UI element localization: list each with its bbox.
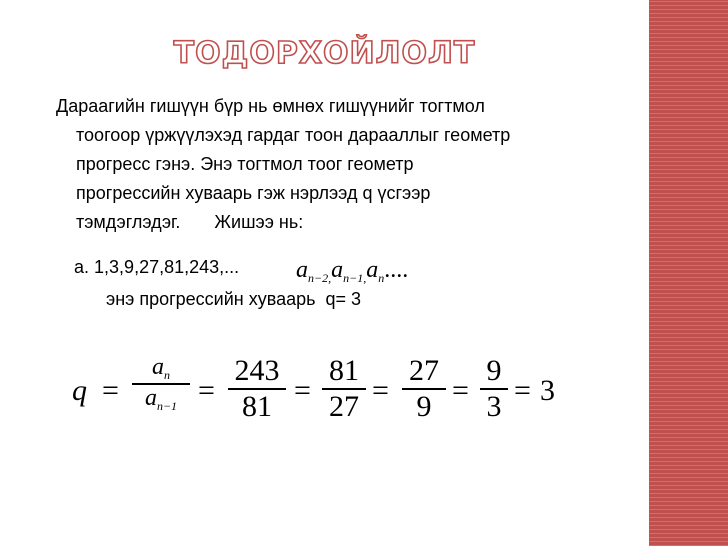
term-sub-2: n−1, xyxy=(343,271,367,285)
ratio-line xyxy=(96,268,361,310)
formula-eq-1: = xyxy=(102,374,119,407)
formula-q: q xyxy=(72,374,87,407)
slide-title: ТОДОРХОЙЛОЛТ xyxy=(173,36,476,71)
definition-line-1: Дараагийн гишүүн бүр нь өмнөх гишүүнийг тогтмол xyxy=(56,96,485,116)
fraction-1-numerator xyxy=(132,354,190,383)
example-label: Жишээ нь: xyxy=(214,212,304,232)
example-sequence: a. 1,3,9,27,81,243,... xyxy=(74,257,240,277)
fraction-3-denominator: 27 xyxy=(329,390,359,423)
fraction-3-numerator: 81 xyxy=(329,354,359,387)
formula-eq-5: = xyxy=(452,374,469,407)
formula-eq-4: = xyxy=(372,374,389,407)
definition-line-4: прогрессийн хуваарь гэж нэрлээд q үсгээр xyxy=(76,183,431,203)
term-sub-1: n−2, xyxy=(308,271,332,285)
fraction-2-numerator: 243 xyxy=(234,354,280,387)
term-ellipsis: .... xyxy=(384,257,409,283)
denominator-sub: n−1 xyxy=(156,399,178,413)
fraction-243-81 xyxy=(228,354,286,424)
fraction-5-numerator: 9 xyxy=(486,354,502,387)
fraction-1-denominator xyxy=(132,385,190,414)
fraction-5-denominator: 3 xyxy=(486,390,502,423)
decorative-sidebar xyxy=(649,0,728,546)
fraction-an-over-an1 xyxy=(132,354,190,414)
term-a-1: a xyxy=(296,257,308,283)
fraction-4-denominator: 9 xyxy=(416,390,432,423)
ratio-text: энэ прогрессийн хуваарь q= 3 xyxy=(106,289,362,309)
fraction-2-denominator: 81 xyxy=(242,390,272,423)
definition-line-2: тоогоор үржүүлэхэд гардаг тоон дарааллыг геометр xyxy=(76,125,511,145)
term-a-3: a xyxy=(366,257,379,283)
fraction-9-3 xyxy=(480,354,508,424)
fraction-81-27 xyxy=(322,354,366,424)
term-sub-3: n xyxy=(378,271,385,285)
numerator-a: a xyxy=(152,354,164,380)
definition-line-5-text: тэмдэглэдэг. xyxy=(76,212,181,232)
definition-paragraph xyxy=(56,92,636,237)
formula-eq-2: = xyxy=(198,374,215,407)
fraction-27-9 xyxy=(402,354,446,424)
definition-line-3: прогресс гэнэ. Энэ тогтмол тоог геометр xyxy=(76,154,414,174)
fraction-4-numerator: 27 xyxy=(409,354,439,387)
denominator-a: a xyxy=(144,385,157,411)
term-a-2: a xyxy=(331,257,344,283)
formula-eq-3: = xyxy=(294,374,311,407)
numerator-sub: n xyxy=(164,368,170,382)
formula-result: 3 xyxy=(540,374,555,407)
formula-eq-6: = xyxy=(514,374,531,407)
